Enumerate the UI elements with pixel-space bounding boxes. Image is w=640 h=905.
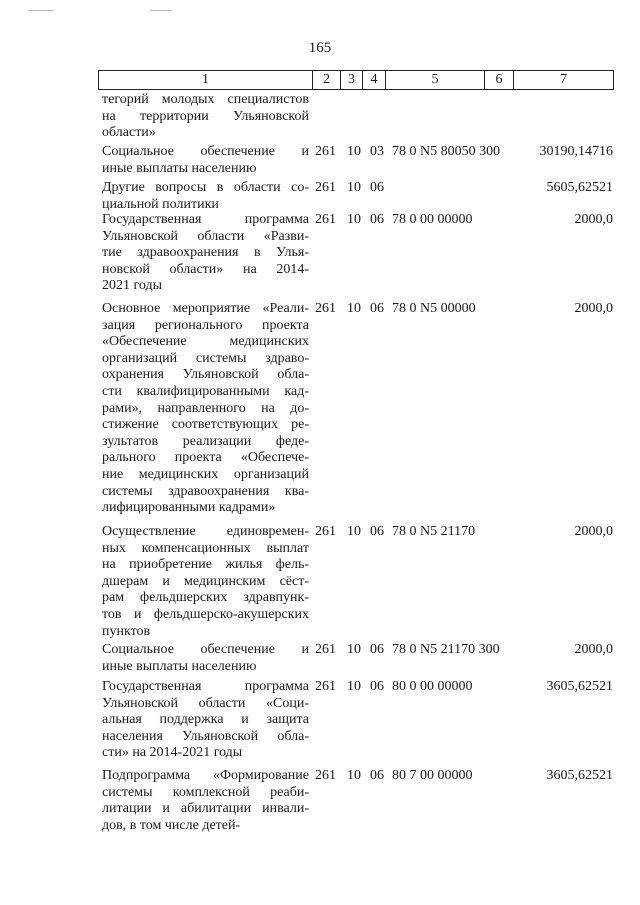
col-5-target-article: 78 0 N5 00000: [392, 301, 476, 316]
description-line: Социальное обеспечение и: [102, 144, 309, 159]
col-3-section: 10: [347, 301, 361, 316]
col-4-subsection: 06: [370, 642, 384, 657]
row-description: [102, 212, 309, 295]
table-row: [0, 679, 640, 762]
description-line: ние медицинских организаций: [102, 466, 309, 482]
row-description: [102, 524, 309, 640]
table-row: [0, 144, 640, 177]
description-line: ных компенсационных выплат: [102, 540, 309, 556]
col-5-target-article: 78 0 N5 80050 300: [392, 144, 501, 159]
col-2-code: 261: [315, 679, 336, 694]
col-4-subsection: 06: [370, 768, 384, 783]
col-4-subsection: 06: [370, 212, 384, 227]
description-line: на территории Ульяновской: [102, 108, 309, 124]
row-description: [102, 768, 309, 834]
table-row: [0, 524, 640, 640]
description-line: тов и фельдшерско-акушерских: [102, 606, 309, 622]
row-description: [102, 679, 309, 762]
description-line: Социальное обеспечение и: [102, 642, 309, 657]
description-line: на приобретение жилья фель-: [102, 557, 309, 573]
row-description: [102, 180, 309, 213]
table-row: [0, 212, 640, 295]
col-2-code: 261: [315, 524, 336, 539]
description-line: дшерам и медицинским сёст-: [102, 573, 309, 589]
description-line: стижение соответствующих ре-: [102, 417, 309, 433]
col-3-section: 10: [347, 212, 361, 227]
description-line: «Обеспечение медицинских: [102, 334, 309, 350]
description-line: рами», направленного на до-: [102, 400, 309, 416]
description-line: литации и абилитации инвали-: [102, 801, 309, 817]
col-5-target-article: 78 0 N5 21170: [392, 524, 476, 539]
description-line: населения Ульяновской обла-: [102, 728, 309, 744]
description-line: Другие вопросы в области со-: [102, 180, 309, 195]
col-4-subsection: 03: [370, 144, 384, 159]
col-5-target-article: 78 0 00 00000: [392, 212, 473, 227]
description-line: рам фельдшерских здравпунк-: [102, 590, 309, 606]
description-line: 2021 годы: [102, 278, 163, 294]
description-line: зультатов реализации феде-: [102, 433, 309, 449]
description-line: альная поддержка и защита: [102, 712, 309, 728]
row-description: [102, 642, 309, 675]
description-line: пунктов: [102, 623, 151, 639]
page-number: 165: [308, 40, 332, 56]
description-line: тие здравоохранения в Улья-: [102, 245, 309, 261]
col-2-code: 261: [315, 768, 336, 783]
description-line: иные выплаты населению: [102, 160, 257, 176]
col-2-code: 261: [315, 144, 336, 159]
header-col-3: 3: [341, 71, 363, 89]
header-col-7: 7: [560, 72, 567, 87]
col-7-amount: 2000,0: [574, 301, 613, 316]
header-col-5: 5: [386, 71, 485, 89]
table-row: [0, 768, 640, 834]
description-line: циальной политики: [102, 196, 219, 212]
header-col-2: 2: [313, 71, 341, 89]
table-row: [0, 180, 640, 213]
col-3-section: 10: [347, 180, 361, 195]
row-description: [102, 301, 309, 517]
table-header-row: [98, 70, 614, 90]
description-line: Ульяновской области «Соци-: [102, 695, 309, 711]
description-line: области»: [102, 125, 156, 141]
description-line: рального проекта «Обеспече-: [102, 450, 309, 466]
col-3-section: 10: [347, 679, 361, 694]
description-line: сти квалифицированными кад-: [102, 383, 309, 399]
description-line: новской области» на 2014-: [102, 261, 309, 277]
description-line: зация регионального проекта: [102, 317, 309, 333]
description-line: Ульяновской области «Разви-: [102, 228, 309, 244]
col-4-subsection: 06: [370, 524, 384, 539]
header-col-4: 4: [363, 71, 386, 89]
table-row: [0, 301, 640, 517]
col-2-code: 261: [315, 642, 336, 657]
col-7-amount: 30190,14716: [539, 144, 613, 159]
description-line: системы комплексной реаби-: [102, 784, 309, 800]
description-line: системы здравоохранения ква-: [102, 483, 309, 499]
col-7-amount: 5605,62521: [546, 180, 613, 195]
col-5-target-article: 78 0 N5 21170 300: [392, 642, 500, 657]
header-col-1: 1: [99, 71, 313, 89]
col-3-section: 10: [347, 768, 361, 783]
table-row: [0, 642, 640, 675]
description-line: Осуществление единовремен-: [102, 524, 309, 539]
description-line: тегорий молодых специалистов: [102, 92, 309, 107]
col-7-amount: 2000,0: [574, 524, 613, 539]
table-row: [0, 92, 640, 142]
col-2-code: 261: [315, 301, 336, 316]
row-description: [102, 92, 309, 142]
scan-artifact: [150, 10, 172, 11]
description-line: Государственная программа: [102, 212, 309, 227]
description-line: лифицированными кадрами»: [102, 500, 276, 516]
description-line: иные выплаты населению: [102, 658, 257, 674]
col-7-amount: 3605,62521: [546, 768, 613, 783]
col-4-subsection: 06: [370, 180, 384, 195]
col-4-subsection: 06: [370, 679, 384, 694]
description-line: дов, в том числе детей-: [102, 817, 241, 833]
col-5-target-article: 80 7 00 00000: [392, 768, 473, 783]
col-7-amount: 2000,0: [574, 212, 613, 227]
col-2-code: 261: [315, 212, 336, 227]
col-7-amount: 3605,62521: [546, 679, 613, 694]
description-line: охранения Ульяновской обла-: [102, 367, 309, 383]
description-line: организаций системы здраво-: [102, 350, 309, 366]
col-3-section: 10: [347, 144, 361, 159]
description-line: сти» на 2014-2021 годы: [102, 745, 243, 761]
description-line: Подпрограмма «Формирование: [102, 768, 309, 783]
col-2-code: 261: [315, 180, 336, 195]
col-4-subsection: 06: [370, 301, 384, 316]
description-line: Государственная программа: [102, 679, 309, 694]
description-line: Основное мероприятие «Реали-: [102, 301, 309, 316]
col-5-target-article: 80 0 00 00000: [392, 679, 473, 694]
col-3-section: 10: [347, 524, 361, 539]
col-7-amount: 2000,0: [574, 642, 613, 657]
col-3-section: 10: [347, 642, 361, 657]
scan-artifact: [28, 10, 54, 11]
row-description: [102, 144, 309, 177]
header-col-6: 6: [485, 71, 514, 89]
